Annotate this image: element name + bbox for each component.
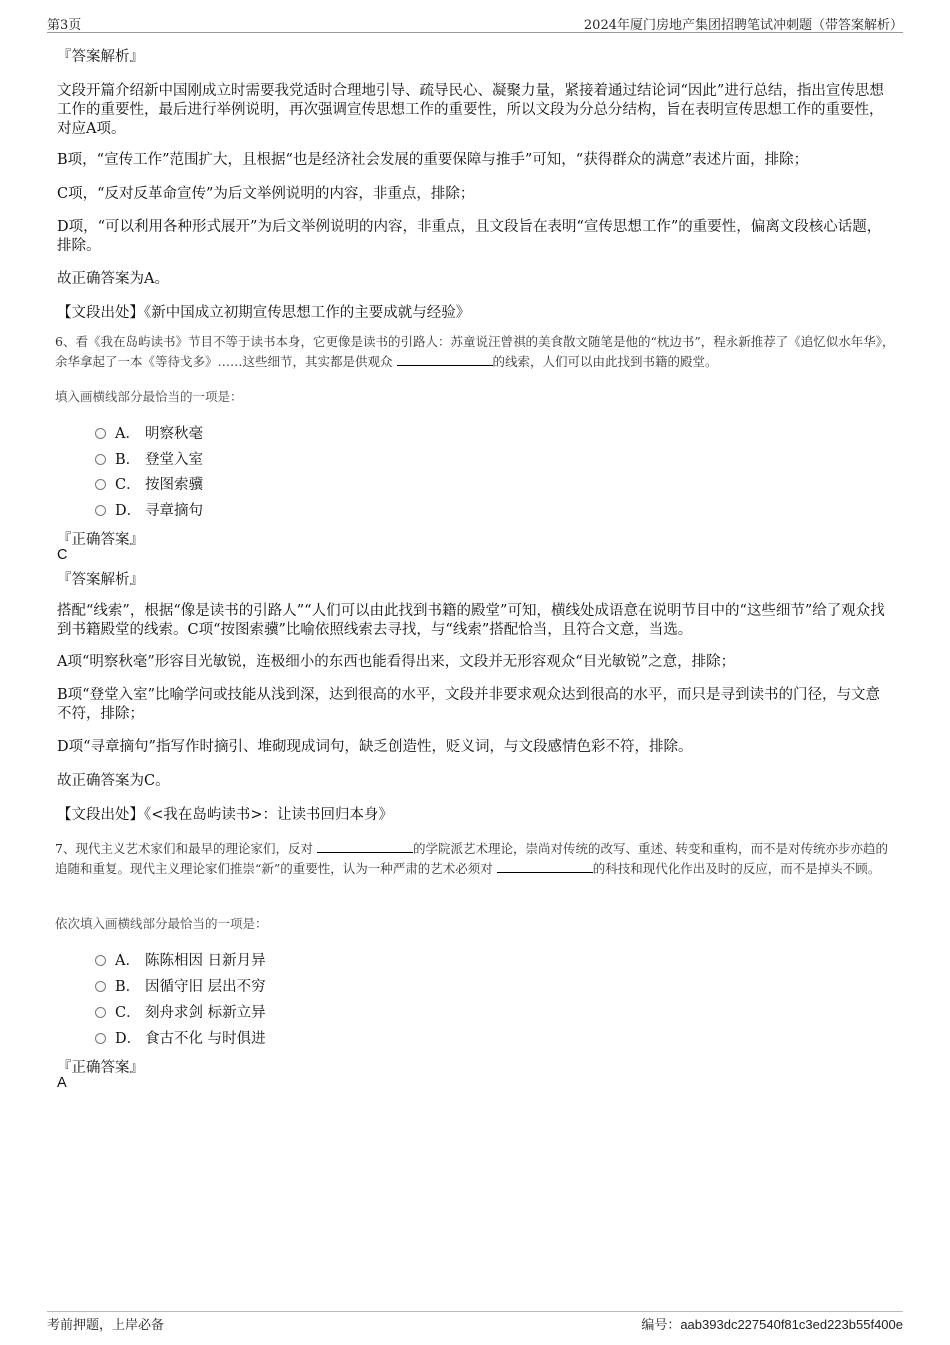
code-label: 编号： xyxy=(641,1318,681,1333)
header-divider xyxy=(47,32,903,33)
q7-option-d[interactable] xyxy=(95,1027,266,1048)
option-letter: A． xyxy=(115,953,140,969)
option-text: 刻舟求剑 标新立异 xyxy=(145,1005,266,1021)
radio-icon[interactable] xyxy=(95,981,106,992)
page-number: 第3页 xyxy=(47,18,82,33)
page-footer xyxy=(47,1314,903,1332)
option-letter: A． xyxy=(115,426,140,442)
q7-option-c[interactable] xyxy=(95,1001,266,1022)
q6-analysis-paragraph-4: D项“寻章摘句”指写作时摘引、堆砌现成词句，缺乏创造性，贬义词，与文段感情色彩不符，排除。 xyxy=(57,739,693,755)
option-letter: C． xyxy=(115,477,141,493)
radio-icon[interactable] xyxy=(95,955,106,966)
q6-analysis-paragraph-3: B项“登堂入室”比喻学问或技能从浅到深，达到很高的水平，文段并非要求观众达到很高的水平，而只是寻到读书的门径，与文意不符，排除； xyxy=(57,687,880,722)
option-text: 食古不化 与时俱进 xyxy=(145,1031,266,1047)
q5-conclusion: 故正确答案为A。 xyxy=(57,271,169,287)
q6-source: 【文段出处】《<我在岛屿读书>：让读书回归本身》 xyxy=(57,807,394,823)
q6-option-c[interactable] xyxy=(95,473,203,494)
radio-icon[interactable] xyxy=(95,1007,106,1018)
page-header xyxy=(47,14,903,32)
radio-icon[interactable] xyxy=(95,428,106,439)
option-text: 按图索骥 xyxy=(145,477,203,493)
q6-option-d[interactable] xyxy=(95,499,203,520)
q5-analysis-label: 『答案解析』 xyxy=(57,49,144,65)
option-text: 寻章摘句 xyxy=(145,503,203,519)
option-letter: B． xyxy=(115,979,141,995)
q6-analysis-label: 『答案解析』 xyxy=(57,572,144,588)
q6-option-b[interactable] xyxy=(95,448,203,469)
code-value: aab393dc227540f81c3ed223b55f400e xyxy=(680,1317,903,1332)
q7-blank-2 xyxy=(497,860,593,873)
document-title: 2024年厦门房地产集团招聘笔试冲刺题（带答案解析） xyxy=(583,18,903,33)
option-text: 因循守旧 层出不穷 xyxy=(145,979,266,995)
q6-stem-part-1: 6、看《我在岛屿读书》节目不等于读书本身，它更像是读书的引路人：苏童说汪曾祺的美食散文随笔是他的“枕边书”，程永新推荐了《追忆似水年华》，余华拿起了一本《等待戈多》……这些细节，其实都是供观众 xyxy=(55,334,895,369)
q7-option-a[interactable] xyxy=(95,949,266,970)
q5-analysis-paragraph-4: D项，“可以利用各种形式展开”为后文举例说明的内容，非重点，且文段旨在表明“宣传思想工作”的重要性，偏离文段核心话题，排除。 xyxy=(57,219,882,254)
q6-analysis-paragraph-1: 搭配“线索”，根据“像是读书的引路人”“人们可以由此找到书籍的殿堂”可知，横线处成语意在说明节目中的“这些细节”给了观众找到书籍殿堂的线索。C项“按图索骥”比喻依照线索去寻找，与“线索”搭配恰当，且符合文意，当选。 xyxy=(57,603,885,638)
option-letter: D． xyxy=(115,1031,142,1047)
q5-analysis-paragraph-1: 文段开篇介绍新中国刚成立时需要我党适时合理地引导、疏导民心、凝聚力量，紧接着通过结论词“因此”进行总结，指出宣传思想工作的重要性，最后进行举例说明，再次强调宣传思想工作的重要性，所以文段为分总分结构，旨在表明宣传思想工作的重要性，对应A项。 xyxy=(57,83,884,137)
q6-answer-label: 『正确答案』 xyxy=(57,532,144,548)
q6-blank xyxy=(397,353,493,366)
option-text: 登堂入室 xyxy=(145,452,203,468)
footer-divider xyxy=(47,1311,903,1312)
q5-analysis-paragraph-3: C项，“反对反革命宣传”为后文举例说明的内容，非重点，排除； xyxy=(57,186,475,202)
option-letter: C． xyxy=(115,1005,141,1021)
document-code xyxy=(641,1314,903,1333)
q7-stem xyxy=(55,839,895,879)
q5-source: 【文段出处】《新中国成立初期宣传思想工作的主要成就与经验》 xyxy=(57,305,471,321)
radio-icon[interactable] xyxy=(95,479,106,490)
q7-stem-part-2: 的学院派艺术理论，崇尚对传统的改写、重述、转变和重构，而不是对传统亦步亦趋的追随和重复。现代主义理论家们推崇“新”的重要性，认为一种严肃的艺术必须对 xyxy=(55,841,888,876)
q6-answer: C xyxy=(57,547,68,563)
radio-icon[interactable] xyxy=(95,1033,106,1044)
radio-icon[interactable] xyxy=(95,454,106,465)
q6-conclusion: 故正确答案为C。 xyxy=(57,773,170,789)
q6-stem-part-2: 的线索，人们可以由此找到书籍的殿堂。 xyxy=(492,354,718,369)
option-letter: D． xyxy=(115,503,142,519)
q7-blank-1 xyxy=(317,840,413,853)
radio-icon[interactable] xyxy=(95,505,106,516)
q7-option-b[interactable] xyxy=(95,975,266,996)
option-text: 明察秋毫 xyxy=(145,426,203,442)
footer-slogan: 考前押题，上岸必备 xyxy=(47,1318,165,1333)
q7-answer-label: 『正确答案』 xyxy=(57,1060,144,1076)
q6-instruction: 填入画横线部分最恰当的一项是： xyxy=(55,389,243,404)
q6-option-a[interactable] xyxy=(95,422,203,443)
q5-analysis-paragraph-2: B项，“宣传工作”范围扩大，且根据“也是经济社会发展的重要保障与推手”可知，“获得群众的满意”表述片面，排除； xyxy=(57,152,809,168)
q7-stem-part-1: 7、现代主义艺术家们和最早的理论家们，反对 xyxy=(55,841,313,856)
q7-instruction: 依次填入画横线部分最恰当的一项是： xyxy=(55,916,268,931)
q6-analysis-paragraph-2: A项“明察秋毫”形容目光敏锐，连极细小的东西也能看得出来，文段并无形容观众“目光敏锐”之意，排除； xyxy=(57,654,736,670)
q7-answer: A xyxy=(57,1075,67,1091)
option-text: 陈陈相因 日新月异 xyxy=(145,953,266,969)
q6-stem xyxy=(55,332,895,372)
q7-stem-part-3: 的科技和现代化作出及时的反应，而不是掉头不顾。 xyxy=(592,861,881,876)
option-letter: B． xyxy=(115,452,141,468)
